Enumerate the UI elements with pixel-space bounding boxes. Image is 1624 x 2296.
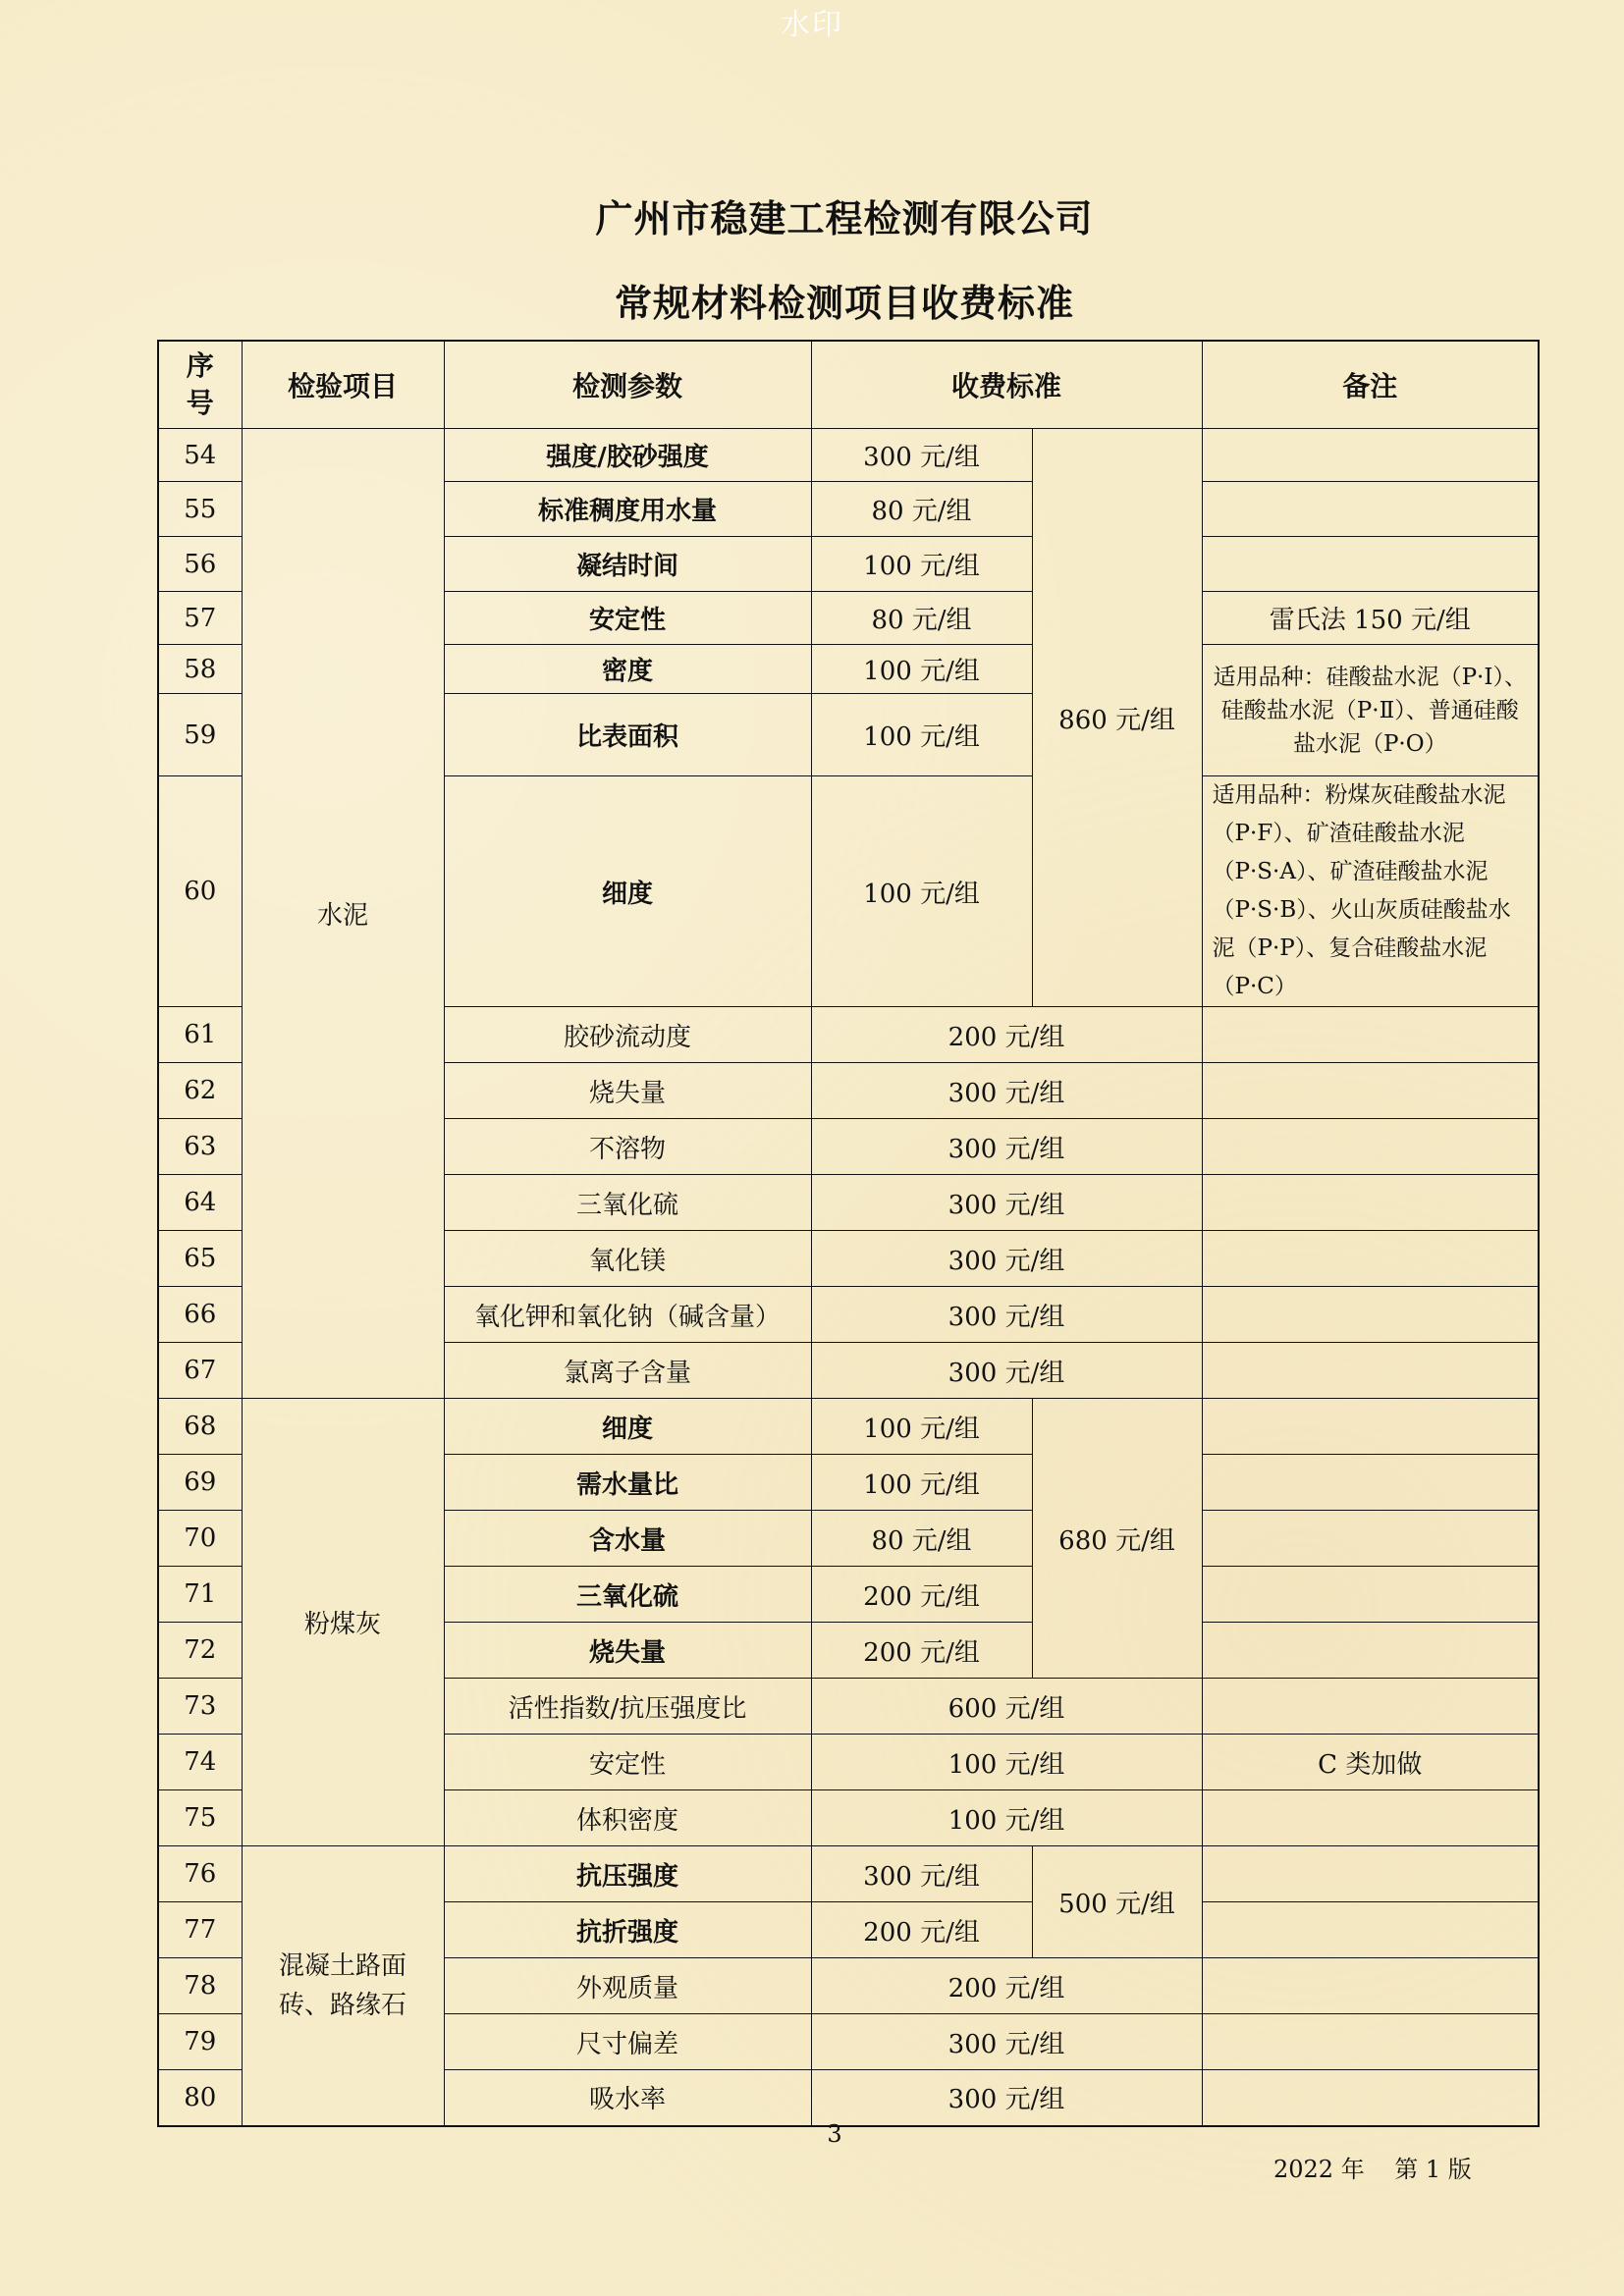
- row-fee: 200 元/组: [811, 1623, 1032, 1679]
- row-no: 74: [158, 1735, 242, 1790]
- row-fee: 300 元/组: [811, 429, 1032, 482]
- group-cement: 水泥: [242, 429, 444, 1399]
- row-note: [1202, 1007, 1539, 1063]
- row-fee: 600 元/组: [811, 1679, 1202, 1735]
- row-no: 73: [158, 1679, 242, 1735]
- row-no: 62: [158, 1063, 242, 1119]
- row-no: 55: [158, 482, 242, 537]
- row-no: 60: [158, 776, 242, 1007]
- row-no: 79: [158, 2014, 242, 2070]
- header-no: 序 号: [158, 341, 242, 429]
- row-no: 78: [158, 1958, 242, 2014]
- row-note: C 类加做: [1202, 1735, 1539, 1790]
- row-param: 抗压强度: [444, 1846, 811, 1902]
- row-no: 66: [158, 1287, 242, 1343]
- page-number: 3: [827, 2120, 842, 2148]
- row-param: 尺寸偏差: [444, 2014, 811, 2070]
- table-row: [158, 1399, 1539, 1455]
- row-note: [1202, 2014, 1539, 2070]
- row-param: 三氧化硫: [444, 1175, 811, 1231]
- row-no: 59: [158, 694, 242, 776]
- row-no: 65: [158, 1231, 242, 1287]
- row-no: 61: [158, 1007, 242, 1063]
- row-param: 比表面积: [444, 694, 811, 776]
- group-flyash: 粉煤灰: [242, 1399, 444, 1846]
- row-note: [1202, 1511, 1539, 1567]
- row-param: 细度: [444, 776, 811, 1007]
- row-fee: 300 元/组: [811, 1119, 1202, 1175]
- row-fee: 200 元/组: [811, 1902, 1032, 1958]
- row-fee: 80 元/组: [811, 592, 1032, 645]
- row-no: 68: [158, 1399, 242, 1455]
- row-param: 吸水率: [444, 2070, 811, 2126]
- row-note: [1202, 1567, 1539, 1623]
- row-param: 凝结时间: [444, 537, 811, 592]
- fee-table: [157, 340, 1540, 2127]
- row-note: [1202, 1790, 1539, 1846]
- header-param: 检测参数: [444, 341, 811, 429]
- row-param: 胶砂流动度: [444, 1007, 811, 1063]
- row-param: 不溶物: [444, 1119, 811, 1175]
- row-fee: 200 元/组: [811, 1007, 1202, 1063]
- row-no: 76: [158, 1846, 242, 1902]
- row-param: 需水量比: [444, 1455, 811, 1511]
- row-param: 外观质量: [444, 1958, 811, 2014]
- combo-fee-cement: 860 元/组: [1032, 429, 1202, 1007]
- note-variety-2: 适用品种：粉煤灰硅酸盐水泥（P·F）、矿渣硅酸盐水泥（P·S·A）、矿渣硅酸盐水泥（P·S·B）、火山灰质硅酸盐水泥（P·P）、复合硅酸盐水泥（P·C）: [1202, 776, 1539, 1007]
- row-no: 67: [158, 1343, 242, 1399]
- row-note: [1202, 2070, 1539, 2126]
- row-param: 含水量: [444, 1511, 811, 1567]
- row-param: 安定性: [444, 1735, 811, 1790]
- header-item: 检验项目: [242, 341, 444, 429]
- row-param: 氧化镁: [444, 1231, 811, 1287]
- row-fee: 100 元/组: [811, 645, 1032, 694]
- row-note: [1202, 429, 1539, 482]
- row-note: [1202, 537, 1539, 592]
- row-fee: 100 元/组: [811, 1399, 1032, 1455]
- row-param: 体积密度: [444, 1790, 811, 1846]
- row-fee: 100 元/组: [811, 1455, 1032, 1511]
- header-fee: 收费标准: [811, 341, 1202, 429]
- row-note: [1202, 1231, 1539, 1287]
- document-subtitle: 常规材料检测项目收费标准: [614, 282, 1074, 325]
- row-param: 氯离子含量: [444, 1343, 811, 1399]
- row-note: [1202, 1343, 1539, 1399]
- row-note: [1202, 1623, 1539, 1679]
- row-note: [1202, 1455, 1539, 1511]
- row-param: 标准稠度用水量: [444, 482, 811, 537]
- row-fee: 300 元/组: [811, 1846, 1032, 1902]
- row-fee: 300 元/组: [811, 1231, 1202, 1287]
- row-fee: 300 元/组: [811, 1343, 1202, 1399]
- row-fee: 100 元/组: [811, 1790, 1202, 1846]
- row-note: [1202, 1399, 1539, 1455]
- row-no: 58: [158, 645, 242, 694]
- row-param: 烧失量: [444, 1063, 811, 1119]
- row-param: 强度/胶砂强度: [444, 429, 811, 482]
- row-note: [1202, 1063, 1539, 1119]
- row-param: 抗折强度: [444, 1902, 811, 1958]
- row-no: 69: [158, 1455, 242, 1511]
- row-param: 安定性: [444, 592, 811, 645]
- combo-fee-brick: 500 元/组: [1032, 1846, 1202, 1958]
- row-fee: 300 元/组: [811, 1175, 1202, 1231]
- row-param: 烧失量: [444, 1623, 811, 1679]
- row-no: 70: [158, 1511, 242, 1567]
- row-fee: 200 元/组: [811, 1567, 1032, 1623]
- row-param: 活性指数/抗压强度比: [444, 1679, 811, 1735]
- row-note: [1202, 482, 1539, 537]
- group-brick: 混凝土路面 砖、路缘石: [242, 1846, 444, 2126]
- row-note: [1202, 1846, 1539, 1902]
- table-row: [158, 1846, 1539, 1902]
- row-param: 细度: [444, 1399, 811, 1455]
- row-fee: 300 元/组: [811, 2014, 1202, 2070]
- row-no: 72: [158, 1623, 242, 1679]
- row-note: [1202, 1679, 1539, 1735]
- watermark-text: 水印: [781, 8, 843, 42]
- row-no: 77: [158, 1902, 242, 1958]
- row-no: 54: [158, 429, 242, 482]
- row-fee: 80 元/组: [811, 482, 1032, 537]
- row-param: 氧化钾和氧化钠（碱含量）: [444, 1287, 811, 1343]
- combo-fee-flyash: 680 元/组: [1032, 1399, 1202, 1679]
- row-param: 三氧化硫: [444, 1567, 811, 1623]
- row-fee: 200 元/组: [811, 1958, 1202, 2014]
- table-row: [158, 429, 1539, 482]
- row-no: 80: [158, 2070, 242, 2126]
- edition-label: 2022 年 第 1 版: [1273, 2156, 1472, 2183]
- header-note: 备注: [1202, 341, 1539, 429]
- row-note: [1202, 1287, 1539, 1343]
- row-fee: 100 元/组: [811, 776, 1032, 1007]
- row-note: [1202, 1175, 1539, 1231]
- row-fee: 300 元/组: [811, 1287, 1202, 1343]
- company-title: 广州市稳建工程检测有限公司: [595, 197, 1094, 240]
- row-fee: 100 元/组: [811, 1735, 1202, 1790]
- row-no: 71: [158, 1567, 242, 1623]
- table-header-row: [158, 341, 1539, 429]
- row-no: 63: [158, 1119, 242, 1175]
- row-fee: 100 元/组: [811, 694, 1032, 776]
- row-fee: 80 元/组: [811, 1511, 1032, 1567]
- row-note: [1202, 1119, 1539, 1175]
- row-fee: 300 元/组: [811, 1063, 1202, 1119]
- row-note: [1202, 1902, 1539, 1958]
- row-no: 57: [158, 592, 242, 645]
- note-variety-1: 适用品种：硅酸盐水泥（P·Ⅰ）、硅酸盐水泥（P·Ⅱ）、普通硅酸盐水泥（P·O）: [1202, 645, 1539, 776]
- row-fee: 100 元/组: [811, 537, 1032, 592]
- row-fee: 300 元/组: [811, 2070, 1202, 2126]
- row-no: 75: [158, 1790, 242, 1846]
- row-param: 密度: [444, 645, 811, 694]
- row-no: 64: [158, 1175, 242, 1231]
- row-note: 雷氏法 150 元/组: [1202, 592, 1539, 645]
- row-no: 56: [158, 537, 242, 592]
- row-note: [1202, 1958, 1539, 2014]
